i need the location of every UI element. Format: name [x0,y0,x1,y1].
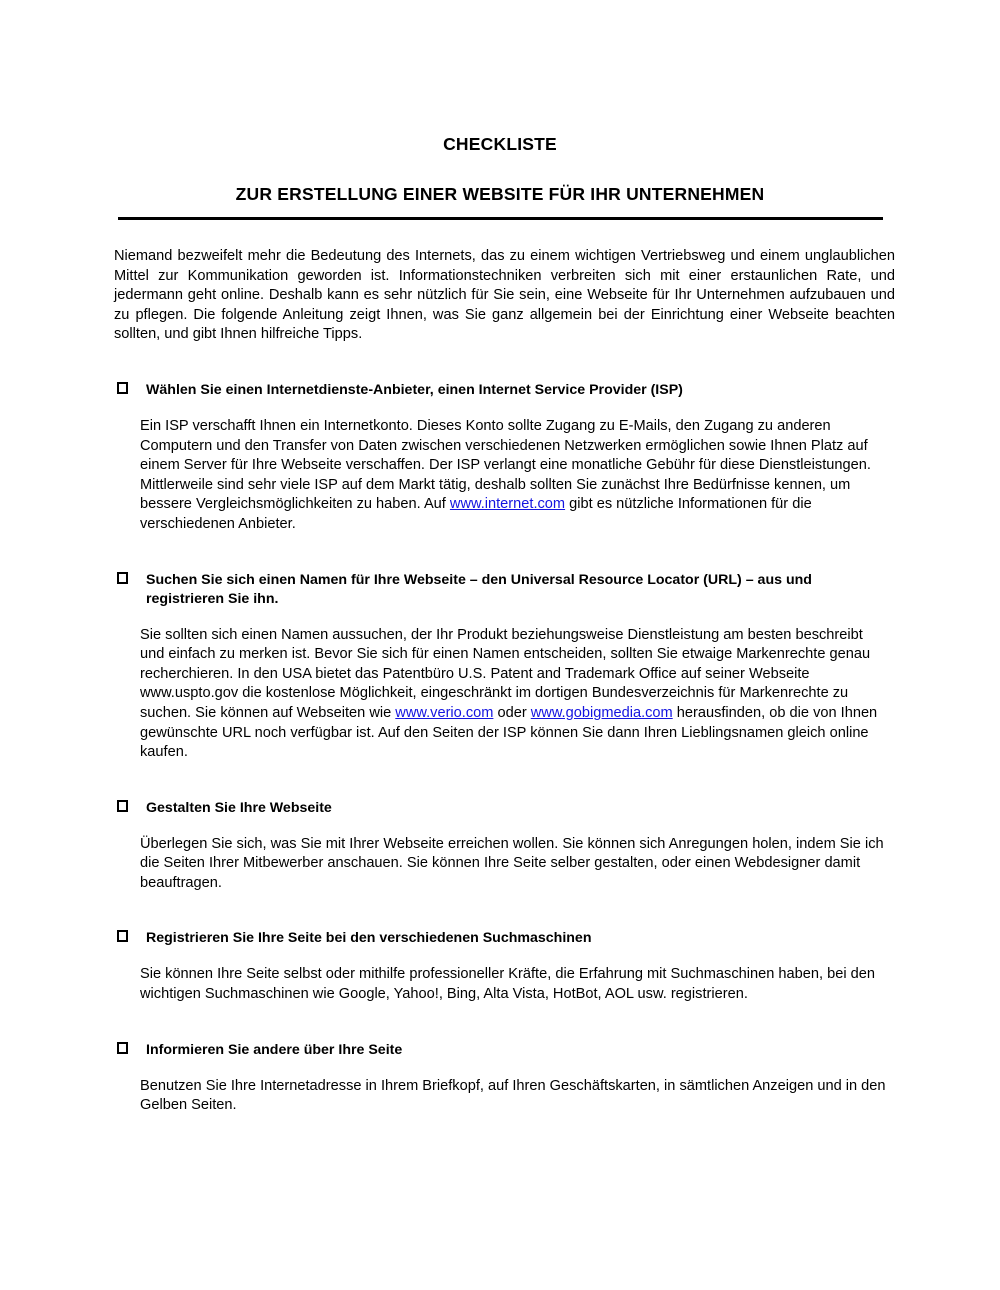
body-text-segment: herausfinden, ob die von Ihnen gewünschte URL noch verfügbar ist. Auf den Seiten der ISP können Sie dann Ihren Lieblingsnamen gleich online kaufen. [140,704,878,761]
list-item [0,799,1000,894]
checkbox-empty-icon[interactable] [117,800,132,815]
checklist-item-heading-1 [0,381,1000,400]
body-text-segment: Überlegen Sie sich, was Sie mit Ihrer Webseite erreichen wollen. Sie können sich Anregungen holen, indem Sie ich die Seiten Ihrer Mitbewerber anschauen. Sie können Ihre Seite selber gestalten, oder einen Webdesigner damit beauftragen. [140,835,884,891]
checklist-item-heading-text: Informieren Sie andere über Ihre Seite [146,1041,403,1058]
checklist-item-body-4 [0,965,1000,1004]
checklist-item-heading-text: Registrieren Sie Ihre Seite bei den verschiedenen Suchmaschinen [146,930,592,947]
body-text-segment: Benutzen Sie Ihre Internetadresse in Ihrem Briefkopf, auf Ihren Geschäftskarten, in sämtlichen Anzeigen und in den Gelben Seiten. [140,1077,886,1114]
checklist-item-body-3 [0,835,1000,894]
link-internet-com[interactable]: www.internet.com [449,496,566,513]
checklist-item-heading-4 [0,929,1000,948]
checklist-item-body-2 [0,626,1000,763]
page-subtitle: ZUR ERSTELLUNG EINER WEBSITE FÜR IHR UNTERNEHMEN [235,184,765,204]
checkbox-empty-icon[interactable] [117,572,132,587]
checklist [0,381,1000,1116]
checklist-item-heading-text: Wählen Sie einen Internetdienste-Anbieter, einen Internet Service Provider (ISP) [146,381,683,398]
checklist-item-heading-text: Gestalten Sie Ihre Webseite [146,799,332,816]
list-item [0,571,1000,763]
checklist-item-heading-3 [0,799,1000,818]
intro-paragraph: Niemand bezweifelt mehr die Bedeutung des Internets, das zu einem wichtigen Vertriebsweg und einem unglaublichen Mittel zur Kommunikation geworden ist. Informationstechniken verbreiten sich mit einer erstaunlichen Rate, und jedermann geht online. Deshalb kann es sehr nützlich für Sie sein, eine Webseite für Ihr Unternehmen aufzubauen und zu pflegen. Die folgende Anleitung zeigt Ihnen, was Sie ganz allgemein bei der Einrichtung einer Webseite beachten sollten, und gibt Ihnen hilfreiche Tipps. [114,248,895,343]
checklist-item-heading-5 [0,1041,1000,1060]
body-text-segment: gibt es nützliche Informationen für die verschiedenen Anbieter. [140,496,812,532]
checklist-item-heading-text: Suchen Sie sich einen Namen für Ihre Webseite – den Universal Resource Locator (URL) – aus und registrieren Sie ihn. [146,571,812,607]
checklist-item-body-5 [0,1077,1000,1116]
list-item [0,1041,1000,1116]
list-item [0,929,1000,1004]
checkbox-empty-icon[interactable] [117,382,132,397]
body-text-segment: Sie können Ihre Seite selbst oder mithilfe professioneller Kräfte, die Erfahrung mit Suchmaschinen haben, bei den wichtigen Suchmaschinen wie Google, Yahoo!, Bing, Alta Vista, HotBot, AOL usw. registrieren. [140,966,875,1003]
checklist-item-heading-2 [0,571,1000,609]
page-bottom-margin [0,1116,1000,1236]
link-gobigmedia-com[interactable]: www.gobigmedia.com [530,704,673,721]
checkbox-empty-icon[interactable] [117,930,132,945]
body-text-segment: Sie sollten sich einen Namen aussuchen, der Ihr Produkt beziehungsweise Dienstleistung am besten beschreibt und einfach zu merken ist. Bevor Sie sich für einen Namen entscheiden, sollten Sie etwaige Markenrechte genau recherchieren. In den USA bietet das Patentbüro U.S. Patent and Trademark Office auf seiner Webseite www.uspto.gov die kostenlose Möglichkeit, eingeschränkt im dortigen Bundesverzeichnis für Markenrechte zu suchen. Sie können auf Webseiten wie [140,626,871,721]
body-text-segment: Ein ISP verschafft Ihnen ein Internetkonto. Dieses Konto sollte Zugang zu E-Mails, den Zugang zu anderen Computern und den Transfer von Daten zwischen verschiedenen Netzwerken ermöglichen sowie Ihnen Platz auf einem Server für Ihre Webseite verschaffen. Der ISP verlangt eine monatliche Gebühr für diese Dienstleistungen. Mittlerweile sind sehr viele ISP auf dem Markt tätig, deshalb sollten Sie zunächst Ihre Bedürfnisse kennen, um bessere Vergleichsmöglichkeiten zu haben. Auf [140,417,871,513]
body-text-segment: oder [493,704,531,721]
link-verio-com[interactable]: www.verio.com [395,704,494,721]
header-divider [118,217,883,220]
checkbox-empty-icon[interactable] [117,1042,132,1057]
list-item [0,381,1000,535]
page-title: CHECKLISTE [443,134,557,154]
checklist-item-body-1 [0,417,1000,535]
document-header [0,0,1000,220]
